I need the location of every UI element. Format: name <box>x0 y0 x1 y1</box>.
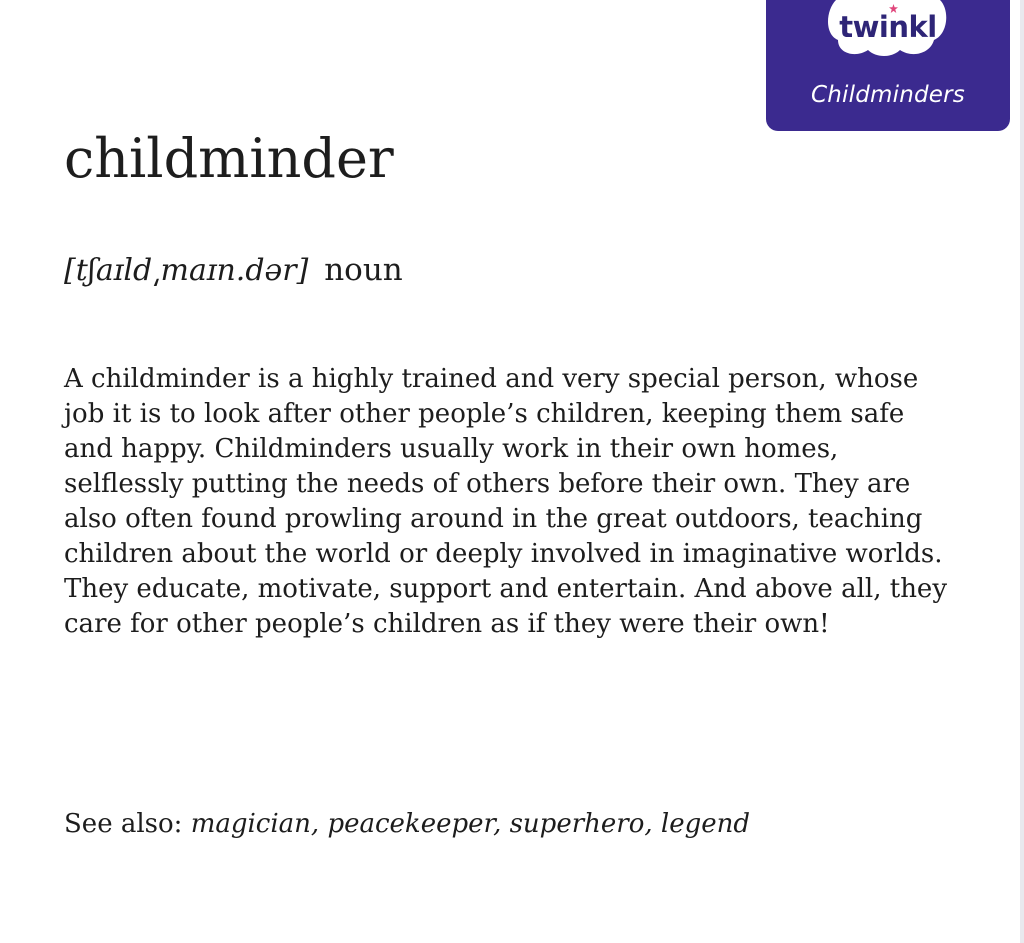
pronunciation: [tʃaɪld͵maɪn.dər] <box>64 253 309 288</box>
see-also-label: See also: <box>64 809 183 839</box>
see-also-items: magician, peacekeeper, superhero, legend <box>190 809 751 839</box>
definition-text: A childminder is a highly trained and very special person, whose job it is to look after other people’s children, keeping them safe and happy. Childminders usually work in their own homes, selflessly putting the needs of others before their own. They are also often found prowling around in the great outdoors, teaching children about the world or deeply involved in imaginative worlds. They educate, motivate, support and entertain. And above all, they care for other people’s children as if they were their own! <box>64 364 948 639</box>
page-right-border <box>1020 0 1024 943</box>
pronunciation-line <box>64 248 403 293</box>
badge-subtitle: Childminders <box>811 82 965 108</box>
twinkl-cloud-logo <box>826 0 950 60</box>
part-of-speech: noun <box>324 252 403 288</box>
entry-headword: childminder <box>64 127 394 190</box>
twinkl-childminders-badge <box>766 0 1010 131</box>
twinkl-logo-text: twinkl <box>839 10 937 44</box>
see-also-line <box>64 802 750 846</box>
